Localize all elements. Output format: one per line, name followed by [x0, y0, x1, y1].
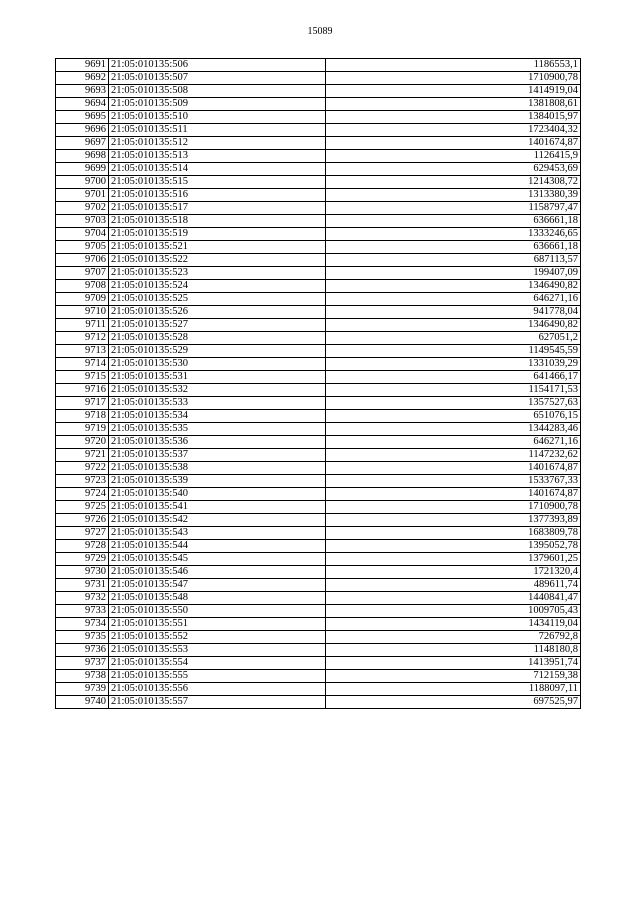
row-number-cell: 9691	[56, 59, 109, 72]
cadastral-number-cell: 21:05:010135:537	[109, 449, 326, 462]
table-row	[56, 397, 581, 410]
table-row	[56, 98, 581, 111]
cadastral-number-cell: 21:05:010135:511	[109, 124, 326, 137]
row-number-cell: 9731	[56, 579, 109, 592]
cadastral-number-cell: 21:05:010135:554	[109, 657, 326, 670]
row-number-cell: 9710	[56, 306, 109, 319]
table-row	[56, 618, 581, 631]
table-row	[56, 540, 581, 553]
cadastral-number-cell: 21:05:010135:533	[109, 397, 326, 410]
table-row	[56, 436, 581, 449]
cadastral-value-cell: 941778,04	[326, 306, 581, 319]
row-number-cell: 9736	[56, 644, 109, 657]
row-number-cell: 9724	[56, 488, 109, 501]
row-number-cell: 9721	[56, 449, 109, 462]
table-row	[56, 566, 581, 579]
cadastral-value-cell: 1710900,78	[326, 501, 581, 514]
table-row	[56, 592, 581, 605]
table-row	[56, 371, 581, 384]
row-number-cell: 9706	[56, 254, 109, 267]
table-row	[56, 501, 581, 514]
cadastral-number-cell: 21:05:010135:550	[109, 605, 326, 618]
cadastral-number-cell: 21:05:010135:519	[109, 228, 326, 241]
table-row	[56, 644, 581, 657]
table-row	[56, 150, 581, 163]
cadastral-value-cell: 1346490,82	[326, 280, 581, 293]
row-number-cell: 9729	[56, 553, 109, 566]
cadastral-number-cell: 21:05:010135:517	[109, 202, 326, 215]
cadastral-value-cell: 1313380,39	[326, 189, 581, 202]
table-row	[56, 553, 581, 566]
cadastral-value-cell: 1158797,47	[326, 202, 581, 215]
row-number-cell: 9733	[56, 605, 109, 618]
cadastral-value-cell: 1186553,1	[326, 59, 581, 72]
row-number-cell: 9719	[56, 423, 109, 436]
cadastral-value-cell: 1381808,61	[326, 98, 581, 111]
cadastral-number-cell: 21:05:010135:531	[109, 371, 326, 384]
cadastral-number-cell: 21:05:010135:542	[109, 514, 326, 527]
row-number-cell: 9704	[56, 228, 109, 241]
cadastral-number-cell: 21:05:010135:556	[109, 683, 326, 696]
cadastral-number-cell: 21:05:010135:544	[109, 540, 326, 553]
table-row	[56, 59, 581, 72]
row-number-cell: 9700	[56, 176, 109, 189]
table-row	[56, 631, 581, 644]
cadastral-number-cell: 21:05:010135:518	[109, 215, 326, 228]
table-row	[56, 605, 581, 618]
cadastral-value-cell: 1147232,62	[326, 449, 581, 462]
cadastral-number-cell: 21:05:010135:515	[109, 176, 326, 189]
row-number-cell: 9738	[56, 670, 109, 683]
cadastral-value-cell: 1723404,32	[326, 124, 581, 137]
table-row	[56, 345, 581, 358]
row-number-cell: 9735	[56, 631, 109, 644]
row-number-cell: 9720	[56, 436, 109, 449]
row-number-cell: 9695	[56, 111, 109, 124]
cadastral-number-cell: 21:05:010135:508	[109, 85, 326, 98]
table-row	[56, 696, 581, 709]
table-row	[56, 384, 581, 397]
cadastral-number-cell: 21:05:010135:557	[109, 696, 326, 709]
row-number-cell: 9707	[56, 267, 109, 280]
cadastral-number-cell: 21:05:010135:524	[109, 280, 326, 293]
cadastral-number-cell: 21:05:010135:530	[109, 358, 326, 371]
cadastral-number-cell: 21:05:010135:523	[109, 267, 326, 280]
cadastral-value-cell: 1344283,46	[326, 423, 581, 436]
cadastral-value-cell: 1401674,87	[326, 137, 581, 150]
table-row	[56, 579, 581, 592]
cadastral-number-cell: 21:05:010135:516	[109, 189, 326, 202]
cadastral-number-cell: 21:05:010135:532	[109, 384, 326, 397]
row-number-cell: 9718	[56, 410, 109, 423]
row-number-cell: 9703	[56, 215, 109, 228]
row-number-cell: 9730	[56, 566, 109, 579]
cadastral-number-cell: 21:05:010135:513	[109, 150, 326, 163]
cadastral-value-cell: 1440841,47	[326, 592, 581, 605]
table-row	[56, 683, 581, 696]
cadastral-number-cell: 21:05:010135:527	[109, 319, 326, 332]
cadastral-value-cell: 1434119,04	[326, 618, 581, 631]
cadastral-value-cell: 1377393,89	[326, 514, 581, 527]
table-row	[56, 267, 581, 280]
row-number-cell: 9734	[56, 618, 109, 631]
cadastral-value-cell: 1148180,8	[326, 644, 581, 657]
table-row	[56, 475, 581, 488]
cadastral-number-cell: 21:05:010135:546	[109, 566, 326, 579]
table-row	[56, 111, 581, 124]
cadastral-number-cell: 21:05:010135:526	[109, 306, 326, 319]
cadastral-value-cell: 1333246,65	[326, 228, 581, 241]
row-number-cell: 9708	[56, 280, 109, 293]
cadastral-number-cell: 21:05:010135:536	[109, 436, 326, 449]
row-number-cell: 9737	[56, 657, 109, 670]
row-number-cell: 9702	[56, 202, 109, 215]
table-row	[56, 189, 581, 202]
cadastral-number-cell: 21:05:010135:547	[109, 579, 326, 592]
table-body	[56, 59, 581, 709]
cadastral-value-cell: 1346490,82	[326, 319, 581, 332]
row-number-cell: 9698	[56, 150, 109, 163]
cadastral-number-cell: 21:05:010135:509	[109, 98, 326, 111]
table-row	[56, 228, 581, 241]
cadastral-value-cell: 697525,97	[326, 696, 581, 709]
cadastral-value-cell: 1533767,33	[326, 475, 581, 488]
cadastral-number-cell: 21:05:010135:521	[109, 241, 326, 254]
cadastral-number-cell: 21:05:010135:541	[109, 501, 326, 514]
table-row	[56, 202, 581, 215]
table-row	[56, 215, 581, 228]
cadastral-number-cell: 21:05:010135:506	[109, 59, 326, 72]
cadastral-value-cell: 1721320,4	[326, 566, 581, 579]
table-row	[56, 332, 581, 345]
cadastral-number-cell: 21:05:010135:539	[109, 475, 326, 488]
cadastral-value-cell: 1126415,9	[326, 150, 581, 163]
row-number-cell: 9701	[56, 189, 109, 202]
cadastral-number-cell: 21:05:010135:529	[109, 345, 326, 358]
cadastral-value-cell: 489611,74	[326, 579, 581, 592]
cadastral-value-table	[55, 58, 581, 709]
table-row	[56, 293, 581, 306]
cadastral-value-cell: 1683809,78	[326, 527, 581, 540]
table-row	[56, 319, 581, 332]
cadastral-value-cell: 636661,18	[326, 215, 581, 228]
table-row	[56, 657, 581, 670]
row-number-cell: 9693	[56, 85, 109, 98]
cadastral-value-cell: 641466,17	[326, 371, 581, 384]
row-number-cell: 9709	[56, 293, 109, 306]
row-number-cell: 9713	[56, 345, 109, 358]
row-number-cell: 9714	[56, 358, 109, 371]
cadastral-value-cell: 627051,2	[326, 332, 581, 345]
table-row	[56, 358, 581, 371]
cadastral-number-cell: 21:05:010135:553	[109, 644, 326, 657]
table-row	[56, 410, 581, 423]
table-row	[56, 306, 581, 319]
cadastral-number-cell: 21:05:010135:522	[109, 254, 326, 267]
cadastral-number-cell: 21:05:010135:540	[109, 488, 326, 501]
cadastral-number-cell: 21:05:010135:525	[109, 293, 326, 306]
cadastral-number-cell: 21:05:010135:545	[109, 553, 326, 566]
cadastral-number-cell: 21:05:010135:528	[109, 332, 326, 345]
table-row	[56, 449, 581, 462]
cadastral-number-cell: 21:05:010135:514	[109, 163, 326, 176]
cadastral-number-cell: 21:05:010135:555	[109, 670, 326, 683]
table-row	[56, 163, 581, 176]
table-row	[56, 488, 581, 501]
cadastral-value-cell: 646271,16	[326, 436, 581, 449]
cadastral-value-cell: 1188097,11	[326, 683, 581, 696]
cadastral-value-cell: 1379601,25	[326, 553, 581, 566]
row-number-cell: 9694	[56, 98, 109, 111]
row-number-cell: 9723	[56, 475, 109, 488]
table-row	[56, 124, 581, 137]
table-row	[56, 514, 581, 527]
table-row	[56, 85, 581, 98]
cadastral-number-cell: 21:05:010135:507	[109, 72, 326, 85]
cadastral-number-cell: 21:05:010135:535	[109, 423, 326, 436]
cadastral-value-cell: 1149545,59	[326, 345, 581, 358]
table-row	[56, 280, 581, 293]
row-number-cell: 9728	[56, 540, 109, 553]
cadastral-value-cell: 1401674,87	[326, 488, 581, 501]
cadastral-value-cell: 687113,57	[326, 254, 581, 267]
row-number-cell: 9697	[56, 137, 109, 150]
cadastral-value-cell: 726792,8	[326, 631, 581, 644]
row-number-cell: 9717	[56, 397, 109, 410]
table-row	[56, 462, 581, 475]
row-number-cell: 9716	[56, 384, 109, 397]
cadastral-number-cell: 21:05:010135:551	[109, 618, 326, 631]
cadastral-value-cell: 199407,09	[326, 267, 581, 280]
row-number-cell: 9699	[56, 163, 109, 176]
row-number-cell: 9712	[56, 332, 109, 345]
row-number-cell: 9722	[56, 462, 109, 475]
row-number-cell: 9711	[56, 319, 109, 332]
row-number-cell: 9725	[56, 501, 109, 514]
table-row	[56, 423, 581, 436]
row-number-cell: 9715	[56, 371, 109, 384]
cadastral-value-cell: 1214308,72	[326, 176, 581, 189]
cadastral-number-cell: 21:05:010135:512	[109, 137, 326, 150]
cadastral-value-cell: 1154171,53	[326, 384, 581, 397]
cadastral-value-cell: 646271,16	[326, 293, 581, 306]
cadastral-number-cell: 21:05:010135:552	[109, 631, 326, 644]
row-number-cell: 9732	[56, 592, 109, 605]
table-row	[56, 176, 581, 189]
row-number-cell: 9740	[56, 696, 109, 709]
table-row	[56, 254, 581, 267]
cadastral-value-cell: 651076,15	[326, 410, 581, 423]
cadastral-number-cell: 21:05:010135:548	[109, 592, 326, 605]
cadastral-value-cell: 636661,18	[326, 241, 581, 254]
cadastral-value-cell: 712159,38	[326, 670, 581, 683]
table-row	[56, 72, 581, 85]
cadastral-value-cell: 1413951,74	[326, 657, 581, 670]
cadastral-number-cell: 21:05:010135:510	[109, 111, 326, 124]
cadastral-value-cell: 1395052,78	[326, 540, 581, 553]
cadastral-value-cell: 1401674,87	[326, 462, 581, 475]
cadastral-value-cell: 1414919,04	[326, 85, 581, 98]
table-row	[56, 241, 581, 254]
row-number-cell: 9739	[56, 683, 109, 696]
table-row	[56, 137, 581, 150]
cadastral-value-cell: 1384015,97	[326, 111, 581, 124]
row-number-cell: 9692	[56, 72, 109, 85]
cadastral-number-cell: 21:05:010135:543	[109, 527, 326, 540]
cadastral-value-cell: 1009705,43	[326, 605, 581, 618]
cadastral-number-cell: 21:05:010135:538	[109, 462, 326, 475]
cadastral-value-cell: 1331039,29	[326, 358, 581, 371]
cadastral-value-cell: 1710900,78	[326, 72, 581, 85]
cadastral-value-cell: 629453,69	[326, 163, 581, 176]
table-row	[56, 527, 581, 540]
row-number-cell: 9705	[56, 241, 109, 254]
table-row	[56, 670, 581, 683]
row-number-cell: 9696	[56, 124, 109, 137]
cadastral-value-cell: 1357527,63	[326, 397, 581, 410]
row-number-cell: 9726	[56, 514, 109, 527]
cadastral-number-cell: 21:05:010135:534	[109, 410, 326, 423]
page-number: 15089	[307, 26, 333, 37]
row-number-cell: 9727	[56, 527, 109, 540]
